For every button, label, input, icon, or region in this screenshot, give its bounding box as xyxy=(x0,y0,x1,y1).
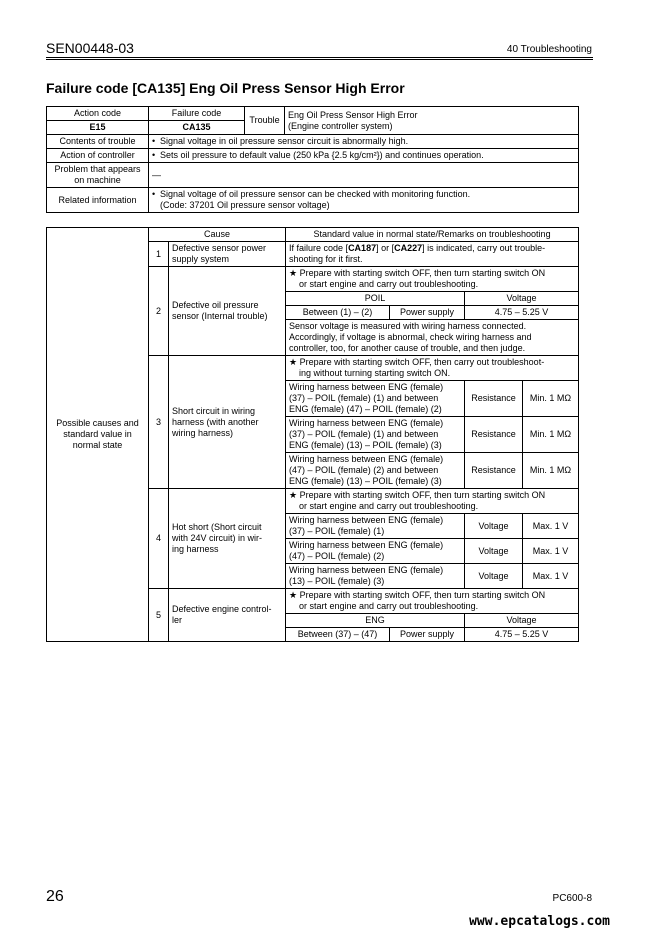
cause-2-note: Sensor voltage is measured with wiring harness connected. Accordingly, if voltage is abnormal, check wiring harness and controller, too, for another cause of trouble, and then judge. xyxy=(286,320,579,356)
contents-label: Contents of trouble xyxy=(47,135,149,149)
causes-table xyxy=(46,227,579,642)
page-title: Failure code [CA135] Eng Oil Press Sensor High Error xyxy=(46,80,405,96)
action-code-label: Action code xyxy=(47,107,149,121)
section-title: 40 Troubleshooting xyxy=(506,44,592,55)
header-rule-2 xyxy=(46,59,593,60)
cause-4-text: Hot short (Short circuit with 24V circuit) in wir- ing harness xyxy=(169,489,286,589)
problem-label: Problem that appears on machine xyxy=(47,163,149,188)
cause-1-number: 1 xyxy=(149,242,169,267)
trouble-label: Trouble xyxy=(245,107,285,135)
cause-2-voltage-header: Voltage xyxy=(465,292,579,306)
cause-1-text: Defective sensor power supply system xyxy=(169,242,286,267)
cause-4-row-2-type: Voltage xyxy=(465,539,523,564)
cause-3-row-3-type: Resistance xyxy=(465,453,523,489)
problem-value: — xyxy=(149,163,579,188)
cause-3-text: Short circuit in wiring harness (with another wiring harness) xyxy=(169,356,286,489)
cause-4-row-1-type: Voltage xyxy=(465,514,523,539)
cause-3-row-2-value: Min. 1 MΩ xyxy=(523,417,579,453)
cause-2-power-supply: Power supply xyxy=(390,306,465,320)
trouble-value: Eng Oil Press Sensor High Error (Engine controller system) xyxy=(285,107,579,135)
action-code-value: E15 xyxy=(47,121,149,135)
contents-value: • Signal voltage in oil pressure sensor circuit is abnormally high. xyxy=(149,135,579,149)
cause-2-voltage-value: 4.75 – 5.25 V xyxy=(465,306,579,320)
cause-3-prepare: ★ Prepare with starting switch OFF, then carry out troubleshoot- ing without turning starting switch ON. xyxy=(286,356,579,381)
cause-5-between: Between (37) – (47) xyxy=(286,628,390,642)
failure-code-label: Failure code xyxy=(149,107,245,121)
cause-3-row-3-value: Min. 1 MΩ xyxy=(523,453,579,489)
document-id: SEN00448-03 xyxy=(46,40,134,56)
failure-info-table xyxy=(46,106,579,213)
cause-3-row-2-type: Resistance xyxy=(465,417,523,453)
cause-5-power-supply: Power supply xyxy=(390,628,465,642)
cause-3-row-2: Wiring harness between ENG (female) (37) – POIL (female) (1) and between ENG (female) (13) – POIL (female) (3) xyxy=(286,417,465,453)
cause-3-row-3: Wiring harness between ENG (female) (47) – POIL (female) (2) and between ENG (female) (13) – POIL (female) (3) xyxy=(286,453,465,489)
cause-4-row-2: Wiring harness between ENG (female) (47) – POIL (female) (2) xyxy=(286,539,465,564)
header-rule xyxy=(46,57,593,58)
cause-5-voltage-value: 4.75 – 5.25 V xyxy=(465,628,579,642)
cause-4-row-1: Wiring harness between ENG (female) (37) – POIL (female) (1) xyxy=(286,514,465,539)
cause-5-number: 5 xyxy=(149,589,169,642)
cause-4-row-3: Wiring harness between ENG (female) (13) – POIL (female) (3) xyxy=(286,564,465,589)
cause-4-row-1-value: Max. 1 V xyxy=(523,514,579,539)
failure-code-value: CA135 xyxy=(149,121,245,135)
action-controller-value: • Sets oil pressure to default value (250 kPa {2.5 kg/cm²}) and continues operation. xyxy=(149,149,579,163)
cause-5-eng-header: ENG xyxy=(286,614,465,628)
cause-3-number: 3 xyxy=(149,356,169,489)
page-number: 26 xyxy=(46,888,64,905)
cause-2-number: 2 xyxy=(149,267,169,356)
related-value: • Signal voltage of oil pressure sensor can be checked with monitoring function. (Code: 37201 Oil pressure sensor voltage) xyxy=(149,188,579,213)
cause-2-text: Defective oil pressure sensor (Internal trouble) xyxy=(169,267,286,356)
col-cause-header: Cause xyxy=(149,228,286,242)
cause-2-between: Between (1) – (2) xyxy=(286,306,390,320)
cause-5-prepare: ★ Prepare with starting switch OFF, then turn starting switch ON or start engine and carry out troubleshooting. xyxy=(286,589,579,614)
cause-5-voltage-header: Voltage xyxy=(465,614,579,628)
related-label: Related information xyxy=(47,188,149,213)
action-controller-label: Action of controller xyxy=(47,149,149,163)
model-name: PC600-8 xyxy=(552,893,592,904)
cause-2-poil-header: POIL xyxy=(286,292,465,306)
cause-2-prepare: ★ Prepare with starting switch OFF, then turn starting switch ON or start engine and carry out troubleshooting. xyxy=(286,267,579,292)
col-standard-header: Standard value in normal state/Remarks on troubleshooting xyxy=(286,228,579,242)
cause-4-prepare: ★ Prepare with starting switch OFF, then turn starting switch ON or start engine and carry out troubleshooting. xyxy=(286,489,579,514)
cause-4-number: 4 xyxy=(149,489,169,589)
cause-4-row-3-value: Max. 1 V xyxy=(523,564,579,589)
cause-4-row-2-value: Max. 1 V xyxy=(523,539,579,564)
cause-1-remark: If failure code [CA187] or [CA227] is indicated, carry out trouble- shooting for it first. xyxy=(286,242,579,267)
website-watermark: www.epcatalogs.com xyxy=(469,914,610,929)
causes-side-label: Possible causes and standard value in normal state xyxy=(47,228,149,642)
cause-3-row-1-type: Resistance xyxy=(465,381,523,417)
cause-4-row-3-type: Voltage xyxy=(465,564,523,589)
cause-5-text: Defective engine control- ler xyxy=(169,589,286,642)
cause-3-row-1-value: Min. 1 MΩ xyxy=(523,381,579,417)
cause-3-row-1: Wiring harness between ENG (female) (37) – POIL (female) (1) and between ENG (female) (47) – POIL (female) (2) xyxy=(286,381,465,417)
